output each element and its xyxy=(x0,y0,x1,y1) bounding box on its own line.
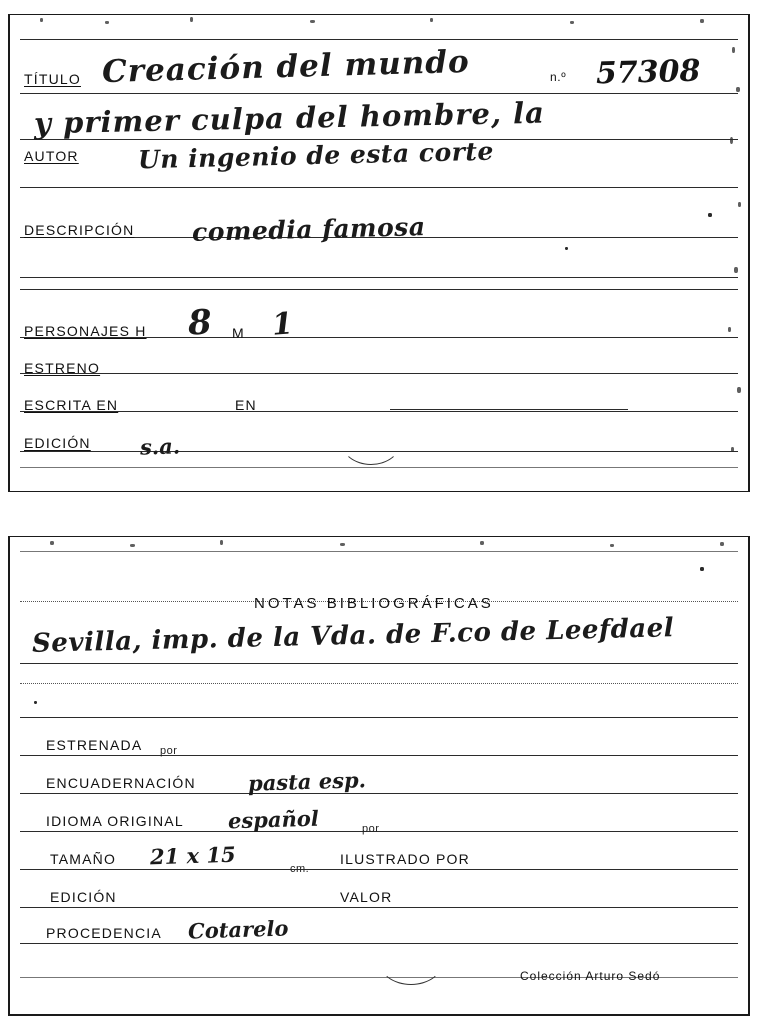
field-label-edicion: EDICIÓN xyxy=(50,889,117,905)
rule-line xyxy=(20,277,738,278)
scan-speck xyxy=(708,213,712,217)
field-label-personajes-m: M xyxy=(232,325,245,341)
rule-line xyxy=(20,411,738,412)
field-label-en: EN xyxy=(235,397,257,413)
field-label-personajes-h: PERSONAJES H xyxy=(24,323,147,339)
rule-line xyxy=(20,793,738,794)
handwritten-encuadernacion: pasta esp. xyxy=(247,767,367,796)
field-label-encuadernacion: ENCUADERNACIÓN xyxy=(46,775,196,791)
field-sublabel-estrenada-por: por xyxy=(160,745,178,757)
handwritten-author: Un ingenio de esta corte xyxy=(137,136,495,175)
rule-line xyxy=(20,907,738,908)
scan-artifact-arc xyxy=(378,935,444,985)
scan-speck xyxy=(34,701,37,704)
field-label-idioma-original: IDIOMA ORIGINAL xyxy=(46,813,184,829)
handwritten-personajes-m: 1 xyxy=(270,306,295,343)
rule-line xyxy=(20,289,738,290)
section-heading-notas-bibliograficas: NOTAS BIBLIOGRÁFICAS xyxy=(254,595,494,612)
handwritten-bibliographic-note: Sevilla, imp. de la Vda. de F.co de Leefdael xyxy=(31,613,675,659)
rule-line xyxy=(20,39,738,40)
field-label-escrita-en: ESCRITA EN xyxy=(24,397,119,413)
field-label-ilustrado-por: ILUSTRADO POR xyxy=(340,851,470,867)
scan-speck xyxy=(700,567,704,571)
handwritten-title-continued: y primer culpa del hombre, la xyxy=(33,95,546,141)
handwritten-edicion: s.a. xyxy=(139,433,181,460)
field-sublabel-tamano-cm: cm. xyxy=(290,863,310,875)
catalogue-card-back xyxy=(8,536,750,1016)
rule-line xyxy=(20,551,738,552)
handwritten-personajes-h: 8 xyxy=(186,302,213,344)
rule-line-partial xyxy=(390,409,628,410)
scan-speck xyxy=(565,247,568,250)
call-number-label: n.º xyxy=(550,70,567,84)
catalogue-card-front xyxy=(8,14,750,492)
field-label-valor: VALOR xyxy=(340,889,393,905)
rule-line xyxy=(20,467,738,468)
field-sublabel-idioma-por: por xyxy=(362,823,380,835)
rule-line xyxy=(20,943,738,944)
rule-line xyxy=(20,93,738,94)
field-label-descripcion: DESCRIPCIÓN xyxy=(24,222,135,238)
collection-colophon: Colección Arturo Sedó xyxy=(520,969,661,983)
rule-line xyxy=(20,187,738,188)
scan-noise-top xyxy=(10,15,752,31)
field-label-tamano: TAMAÑO xyxy=(50,851,117,867)
field-label-titulo: TÍTULO xyxy=(24,71,81,87)
field-label-estreno: ESTRENO xyxy=(24,360,101,376)
rule-line xyxy=(20,717,738,718)
rule-line xyxy=(20,869,738,870)
handwritten-procedencia: Cotarelo xyxy=(187,915,289,944)
handwritten-tamano: 21 x 15 xyxy=(149,841,236,870)
call-number-value: 57308 xyxy=(595,53,701,92)
rule-line xyxy=(20,755,738,756)
field-label-autor: AUTOR xyxy=(24,148,79,164)
scan-artifact-arc xyxy=(340,415,402,465)
handwritten-description: comedia famosa xyxy=(191,212,426,247)
rule-line xyxy=(20,373,738,374)
handwritten-idioma-original: español xyxy=(227,805,320,834)
rule-line xyxy=(20,683,738,684)
field-label-estrenada: ESTRENADA xyxy=(46,737,143,753)
handwritten-title: Creación del mundo xyxy=(101,43,471,91)
field-label-procedencia: PROCEDENCIA xyxy=(46,925,162,941)
field-label-edicion: EDICIÓN xyxy=(24,435,91,451)
rule-line xyxy=(20,663,738,664)
